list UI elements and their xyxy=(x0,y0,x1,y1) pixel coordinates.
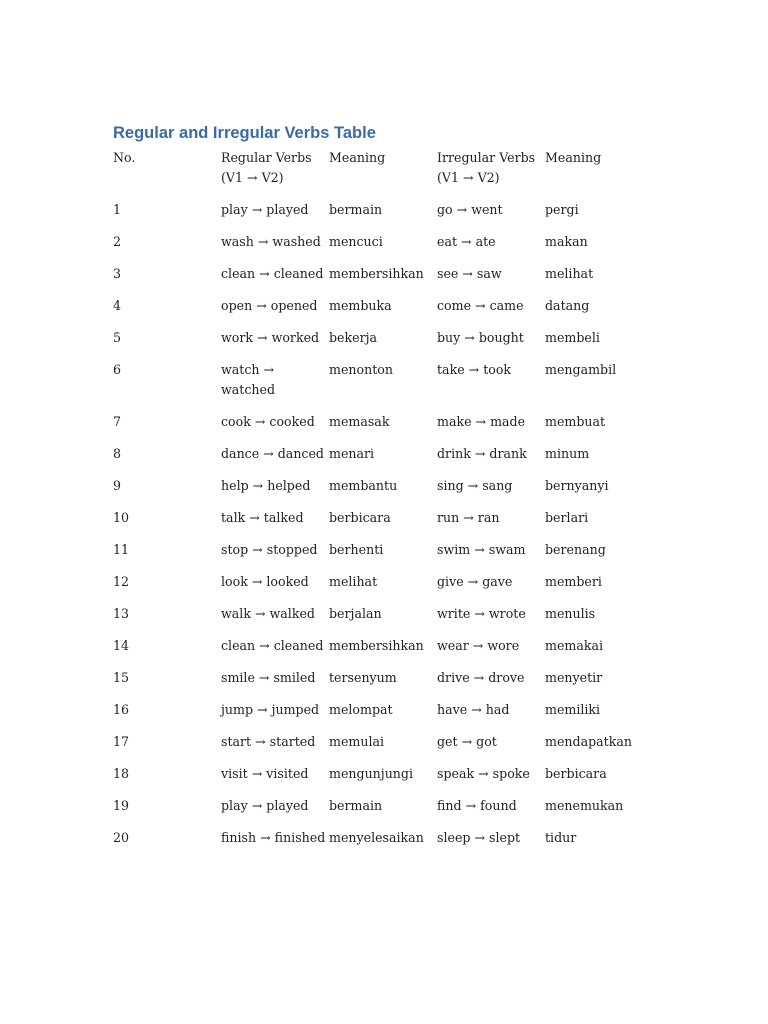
cell-irregular-meaning: mengambil xyxy=(545,362,617,377)
verbs-table xyxy=(113,148,643,860)
cell-regular-verb: visit → visited xyxy=(221,766,309,781)
cell-irregular-verb: wear → wore xyxy=(437,638,520,653)
cell-number: 18 xyxy=(113,766,130,781)
cell-irregular-verb: have → had xyxy=(437,702,510,717)
cell-irregular-verb: drive → drove xyxy=(437,670,525,685)
table-row xyxy=(113,700,643,732)
header-regular-verbs xyxy=(221,148,329,200)
cell-regular-meaning: mencuci xyxy=(329,234,383,249)
cell-irregular-meaning: memakai xyxy=(545,638,604,653)
cell-irregular-meaning: makan xyxy=(545,234,588,249)
table-row xyxy=(113,200,643,232)
table-header xyxy=(113,148,643,200)
cell-irregular-meaning: memberi xyxy=(545,574,602,589)
cell-regular-meaning: bermain xyxy=(329,798,383,813)
cell-regular-verb: start → started xyxy=(221,734,316,749)
cell-irregular-verb: write → wrote xyxy=(437,606,526,621)
table-row xyxy=(113,764,643,796)
cell-regular-verb: wash → washed xyxy=(221,234,321,249)
table-body xyxy=(113,200,643,860)
table-row xyxy=(113,328,643,360)
cell-number: 1 xyxy=(113,202,122,217)
cell-irregular-meaning: membeli xyxy=(545,330,600,345)
table-row xyxy=(113,444,643,476)
cell-irregular-verb: eat → ate xyxy=(437,234,496,249)
cell-regular-meaning: membuka xyxy=(329,298,392,313)
cell-number: 14 xyxy=(113,638,130,653)
cell-number: 12 xyxy=(113,574,130,589)
cell-regular-meaning: melihat xyxy=(329,574,378,589)
table-row xyxy=(113,572,643,604)
cell-irregular-verb: see → saw xyxy=(437,266,502,281)
cell-irregular-meaning: mendapatkan xyxy=(545,734,632,749)
header-meaning-regular: Meaning xyxy=(329,150,386,165)
cell-regular-meaning: tersenyum xyxy=(329,670,397,685)
table-row xyxy=(113,264,643,296)
document-title: Regular and Irregular Verbs Table xyxy=(113,124,376,142)
cell-irregular-verb: come → came xyxy=(437,298,524,313)
cell-irregular-verb: sleep → slept xyxy=(437,830,521,845)
table-row xyxy=(113,636,643,668)
cell-regular-verb: smile → smiled xyxy=(221,670,316,685)
table-row xyxy=(113,508,643,540)
header-meaning-irregular: Meaning xyxy=(545,150,602,165)
header-irregular-verbs-title: Irregular Verbs xyxy=(437,150,536,165)
cell-irregular-verb: buy → bought xyxy=(437,330,524,345)
cell-regular-meaning: bekerja xyxy=(329,330,378,345)
cell-regular-meaning: membersihkan xyxy=(329,266,424,281)
cell-regular-meaning: menonton xyxy=(329,362,393,377)
cell-regular-verb: cook → cooked xyxy=(221,414,315,429)
header-irregular-verbs xyxy=(437,148,545,200)
header-regular-verbs-form: (V1 → V2) xyxy=(221,170,284,185)
cell-number: 4 xyxy=(113,298,122,313)
cell-regular-verb: clean → cleaned xyxy=(221,266,324,281)
cell-regular-meaning: membantu xyxy=(329,478,398,493)
cell-regular-verb: play → played xyxy=(221,798,309,813)
cell-irregular-verb: speak → spoke xyxy=(437,766,530,781)
cell-regular-verb: dance → danced xyxy=(221,446,324,461)
cell-irregular-verb: run → ran xyxy=(437,510,500,525)
cell-regular-meaning: memasak xyxy=(329,414,390,429)
cell-number: 20 xyxy=(113,830,130,845)
header-no: No. xyxy=(113,150,136,165)
cell-number: 5 xyxy=(113,330,122,345)
cell-number: 8 xyxy=(113,446,122,461)
cell-irregular-meaning: tidur xyxy=(545,830,577,845)
cell-irregular-verb: swim → swam xyxy=(437,542,526,557)
cell-irregular-meaning: berbicara xyxy=(545,766,607,781)
table-row xyxy=(113,476,643,508)
cell-irregular-verb: go → went xyxy=(437,202,503,217)
cell-irregular-meaning: menyetir xyxy=(545,670,603,685)
cell-regular-meaning: membersihkan xyxy=(329,638,424,653)
table-row xyxy=(113,604,643,636)
cell-number: 11 xyxy=(113,542,130,557)
cell-regular-meaning: berbicara xyxy=(329,510,391,525)
cell-regular-verb: walk → walked xyxy=(221,606,315,621)
cell-regular-meaning: bermain xyxy=(329,202,383,217)
cell-irregular-verb: find → found xyxy=(437,798,517,813)
table-row xyxy=(113,828,643,860)
cell-number: 17 xyxy=(113,734,130,749)
cell-number: 19 xyxy=(113,798,130,813)
cell-regular-verb: talk → talked xyxy=(221,510,304,525)
header-regular-verbs-title: Regular Verbs xyxy=(221,150,312,165)
cell-irregular-meaning: datang xyxy=(545,298,590,313)
cell-irregular-meaning: melihat xyxy=(545,266,594,281)
cell-irregular-meaning: menemukan xyxy=(545,798,624,813)
cell-irregular-verb: get → got xyxy=(437,734,497,749)
cell-regular-verb: look → looked xyxy=(221,574,309,589)
cell-regular-meaning: melompat xyxy=(329,702,393,717)
cell-irregular-meaning: menulis xyxy=(545,606,596,621)
cell-number: 15 xyxy=(113,670,130,685)
table-row xyxy=(113,796,643,828)
table-row xyxy=(113,232,643,264)
table-row xyxy=(113,540,643,572)
cell-regular-meaning: memulai xyxy=(329,734,385,749)
cell-number: 16 xyxy=(113,702,130,717)
cell-regular-verb: open → opened xyxy=(221,298,318,313)
cell-regular-meaning: mengunjungi xyxy=(329,766,414,781)
cell-regular-verb: help → helped xyxy=(221,478,311,493)
cell-irregular-verb: make → made xyxy=(437,414,526,429)
cell-number: 9 xyxy=(113,478,122,493)
cell-irregular-meaning: berlari xyxy=(545,510,589,525)
cell-irregular-meaning: pergi xyxy=(545,202,579,217)
cell-regular-meaning: menyelesaikan xyxy=(329,830,424,845)
cell-irregular-meaning: berenang xyxy=(545,542,606,557)
header-irregular-verbs-form: (V1 → V2) xyxy=(437,170,500,185)
cell-regular-meaning: berjalan xyxy=(329,606,382,621)
cell-irregular-verb: sing → sang xyxy=(437,478,513,493)
cell-regular-verb: watch → watched xyxy=(221,362,276,397)
cell-irregular-verb: drink → drank xyxy=(437,446,527,461)
cell-number: 3 xyxy=(113,266,122,281)
table-row xyxy=(113,668,643,700)
cell-regular-verb: play → played xyxy=(221,202,309,217)
cell-irregular-meaning: bernyanyi xyxy=(545,478,609,493)
cell-regular-verb: clean → cleaned xyxy=(221,638,324,653)
cell-irregular-verb: give → gave xyxy=(437,574,513,589)
cell-number: 13 xyxy=(113,606,130,621)
cell-number: 7 xyxy=(113,414,122,429)
header-row xyxy=(113,148,643,200)
cell-regular-verb: jump → jumped xyxy=(221,702,320,717)
table-row xyxy=(113,360,643,412)
table-row xyxy=(113,296,643,328)
cell-number: 2 xyxy=(113,234,122,249)
cell-irregular-meaning: membuat xyxy=(545,414,606,429)
cell-irregular-verb: take → took xyxy=(437,362,512,377)
cell-regular-meaning: menari xyxy=(329,446,375,461)
cell-regular-verb: stop → stopped xyxy=(221,542,318,557)
cell-number: 6 xyxy=(113,362,122,377)
cell-regular-verb: finish → finished xyxy=(221,830,326,845)
cell-regular-meaning: berhenti xyxy=(329,542,384,557)
cell-regular-verb: work → worked xyxy=(221,330,320,345)
table-row xyxy=(113,412,643,444)
table-row xyxy=(113,732,643,764)
cell-irregular-meaning: minum xyxy=(545,446,590,461)
cell-number: 10 xyxy=(113,510,130,525)
cell-irregular-meaning: memiliki xyxy=(545,702,601,717)
